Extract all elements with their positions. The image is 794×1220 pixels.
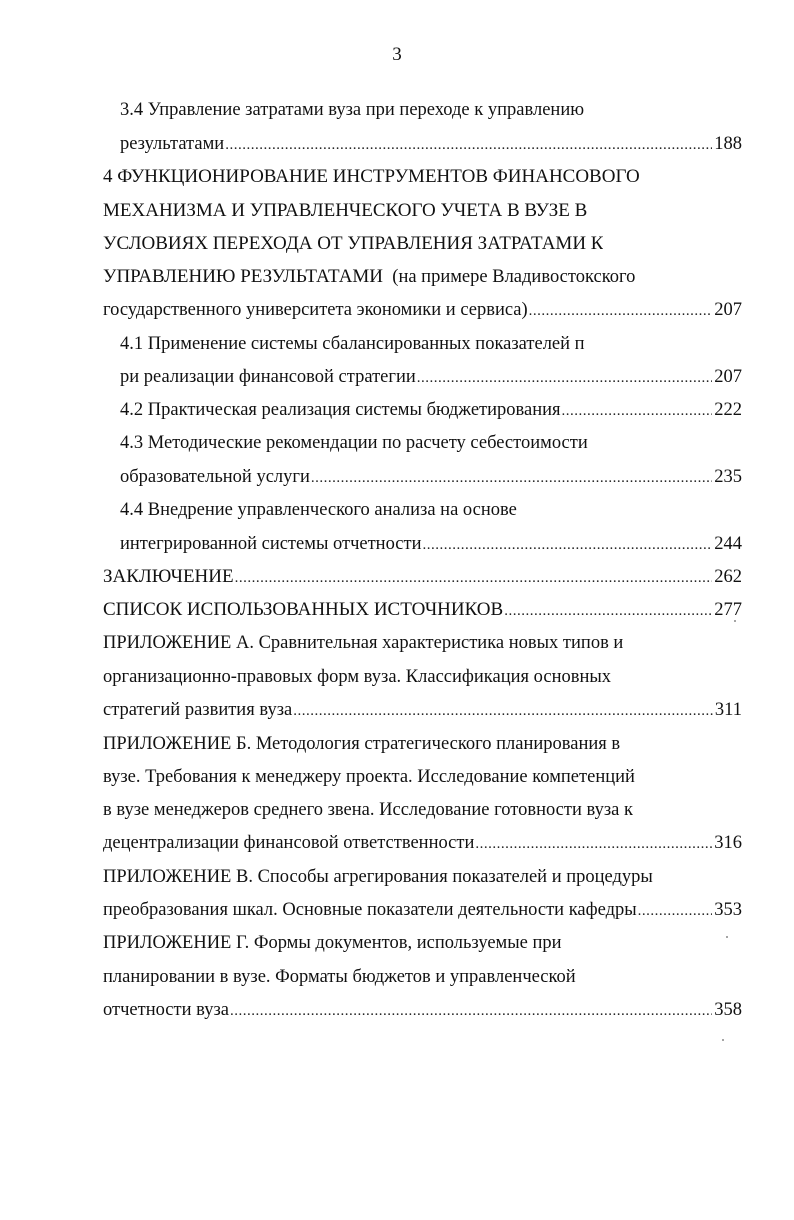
toc-entry-4-1-line-1: 4.1 Применение системы сбалансированных показателей п — [120, 334, 585, 354]
toc-page-number: 316 — [714, 833, 742, 853]
page-number: 3 — [392, 44, 402, 65]
dot-leader — [504, 598, 712, 623]
toc-appendix-g-line-3 — [103, 997, 742, 1023]
dot-leader — [235, 565, 713, 590]
dot-leader — [562, 398, 713, 423]
toc-page-number: 244 — [714, 534, 742, 554]
toc-page-number: 207 — [714, 300, 742, 320]
toc-entry-4-3-line-1: 4.3 Методические рекомендации по расчету себестоимости — [120, 433, 588, 453]
toc-entry-text: СПИСОК ИСПОЛЬЗОВАННЫХ ИСТОЧНИКОВ — [103, 599, 504, 620]
toc-page-number: 188 — [714, 134, 742, 154]
toc-page-number: 353 — [714, 900, 742, 920]
toc-entry-4-2 — [120, 397, 742, 423]
dot-leader — [311, 465, 712, 490]
toc-page-number: 358 — [714, 1000, 742, 1020]
scan-speck — [722, 1039, 724, 1041]
toc-appendix-v-line-2 — [103, 897, 742, 923]
dot-leader — [423, 532, 713, 557]
toc-chapter-4-line-3: УСЛОВИЯХ ПЕРЕХОДА ОТ УПРАВЛЕНИЯ ЗАТРАТАМИ К — [103, 233, 604, 254]
toc-appendix-g-line-1: ПРИЛОЖЕНИЕ Г. Формы документов, используемые при — [103, 933, 562, 953]
dot-leader — [638, 898, 713, 923]
toc-entry-text: государственного университета экономики и сервиса) — [103, 300, 528, 320]
toc-page-number: 262 — [714, 567, 742, 587]
toc-entry-text: образовательной услуги — [120, 467, 310, 487]
toc-chapter-4-line-4 — [103, 264, 635, 290]
toc-entry-text: результатами — [120, 134, 225, 154]
dot-leader — [417, 365, 713, 390]
dot-leader — [230, 998, 712, 1023]
toc-page-number: 277 — [714, 600, 742, 620]
toc-entry-4-4-line-1: 4.4 Внедрение управленческого анализа на основе — [120, 500, 517, 520]
scan-speck — [734, 620, 736, 622]
toc-entry-4-3-line-2 — [120, 464, 742, 490]
toc-entry-4-4-line-2 — [120, 531, 742, 557]
toc-page-number: 311 — [714, 700, 742, 720]
dot-leader — [225, 132, 712, 157]
dot-leader — [293, 698, 713, 723]
toc-entry-text: интегрированной системы отчетности — [120, 534, 422, 554]
toc-entry-text: 4.2 Практическая реализация системы бюджетирования — [120, 400, 561, 420]
toc-entry-text: отчетности вуза — [103, 1000, 229, 1020]
toc-entry-3-4-line-1: 3.4 Управление затратами вуза при переходе к управлению — [120, 100, 585, 120]
toc-page-number: 207 — [714, 367, 742, 387]
toc-entry-text: ЗАКЛЮЧЕНИЕ — [103, 566, 234, 587]
scan-speck — [726, 936, 728, 938]
toc-appendix-v-line-1: ПРИЛОЖЕНИЕ В. Способы агрегирования показателей и процедуры — [103, 867, 653, 887]
toc-conclusion — [103, 564, 742, 590]
toc-appendix-a-line-1: ПРИЛОЖЕНИЕ А. Сравнительная характеристика новых типов и — [103, 633, 624, 653]
toc-entry-4-1-line-2 — [120, 364, 742, 390]
toc-entry-text: децентрализации финансовой ответственности — [103, 833, 475, 853]
toc-entry-3-4-line-2 — [120, 131, 742, 157]
toc-appendix-b-line-1: ПРИЛОЖЕНИЕ Б. Методология стратегического планирования в — [103, 734, 621, 754]
toc-page-number: 235 — [714, 467, 742, 487]
toc-appendix-g-line-2: планировании в вузе. Форматы бюджетов и управленческой — [103, 967, 576, 987]
toc-appendix-b-line-4 — [103, 830, 742, 856]
toc-appendix-b-line-3: в вузе менеджеров среднего звена. Исследование готовности вуза к — [103, 800, 633, 820]
toc-appendix-a-line-2: организационно-правовых форм вуза. Классификация основных — [103, 667, 612, 687]
toc-entry-text: стратегий развития вуза — [103, 700, 293, 720]
toc-chapter-4-line-5 — [103, 297, 742, 323]
toc-entry-text: ри реализации финансовой стратегии — [120, 367, 416, 387]
toc-page-number: 222 — [714, 400, 742, 420]
toc-chapter-4-note: (на примере Владивостокского — [383, 267, 636, 287]
dot-leader — [529, 298, 713, 323]
toc-sources — [103, 597, 742, 623]
toc-entry-text: преобразования шкал. Основные показатели деятельности кафедры — [103, 900, 637, 920]
toc-chapter-4-line-1: 4 ФУНКЦИОНИРОВАНИЕ ИНСТРУМЕНТОВ ФИНАНСОВОГО — [103, 166, 640, 187]
toc-appendix-b-line-2: вузе. Требования к менеджеру проекта. Исследование компетенций — [103, 767, 635, 787]
dot-leader — [475, 831, 712, 856]
toc-chapter-4-line-2: МЕХАНИЗМА И УПРАВЛЕНЧЕСКОГО УЧЕТА В ВУЗЕ В — [103, 200, 588, 221]
toc-chapter-4-caps: УПРАВЛЕНИЮ РЕЗУЛЬТАТАМИ — [103, 266, 384, 287]
toc-appendix-a-line-3 — [103, 697, 742, 723]
